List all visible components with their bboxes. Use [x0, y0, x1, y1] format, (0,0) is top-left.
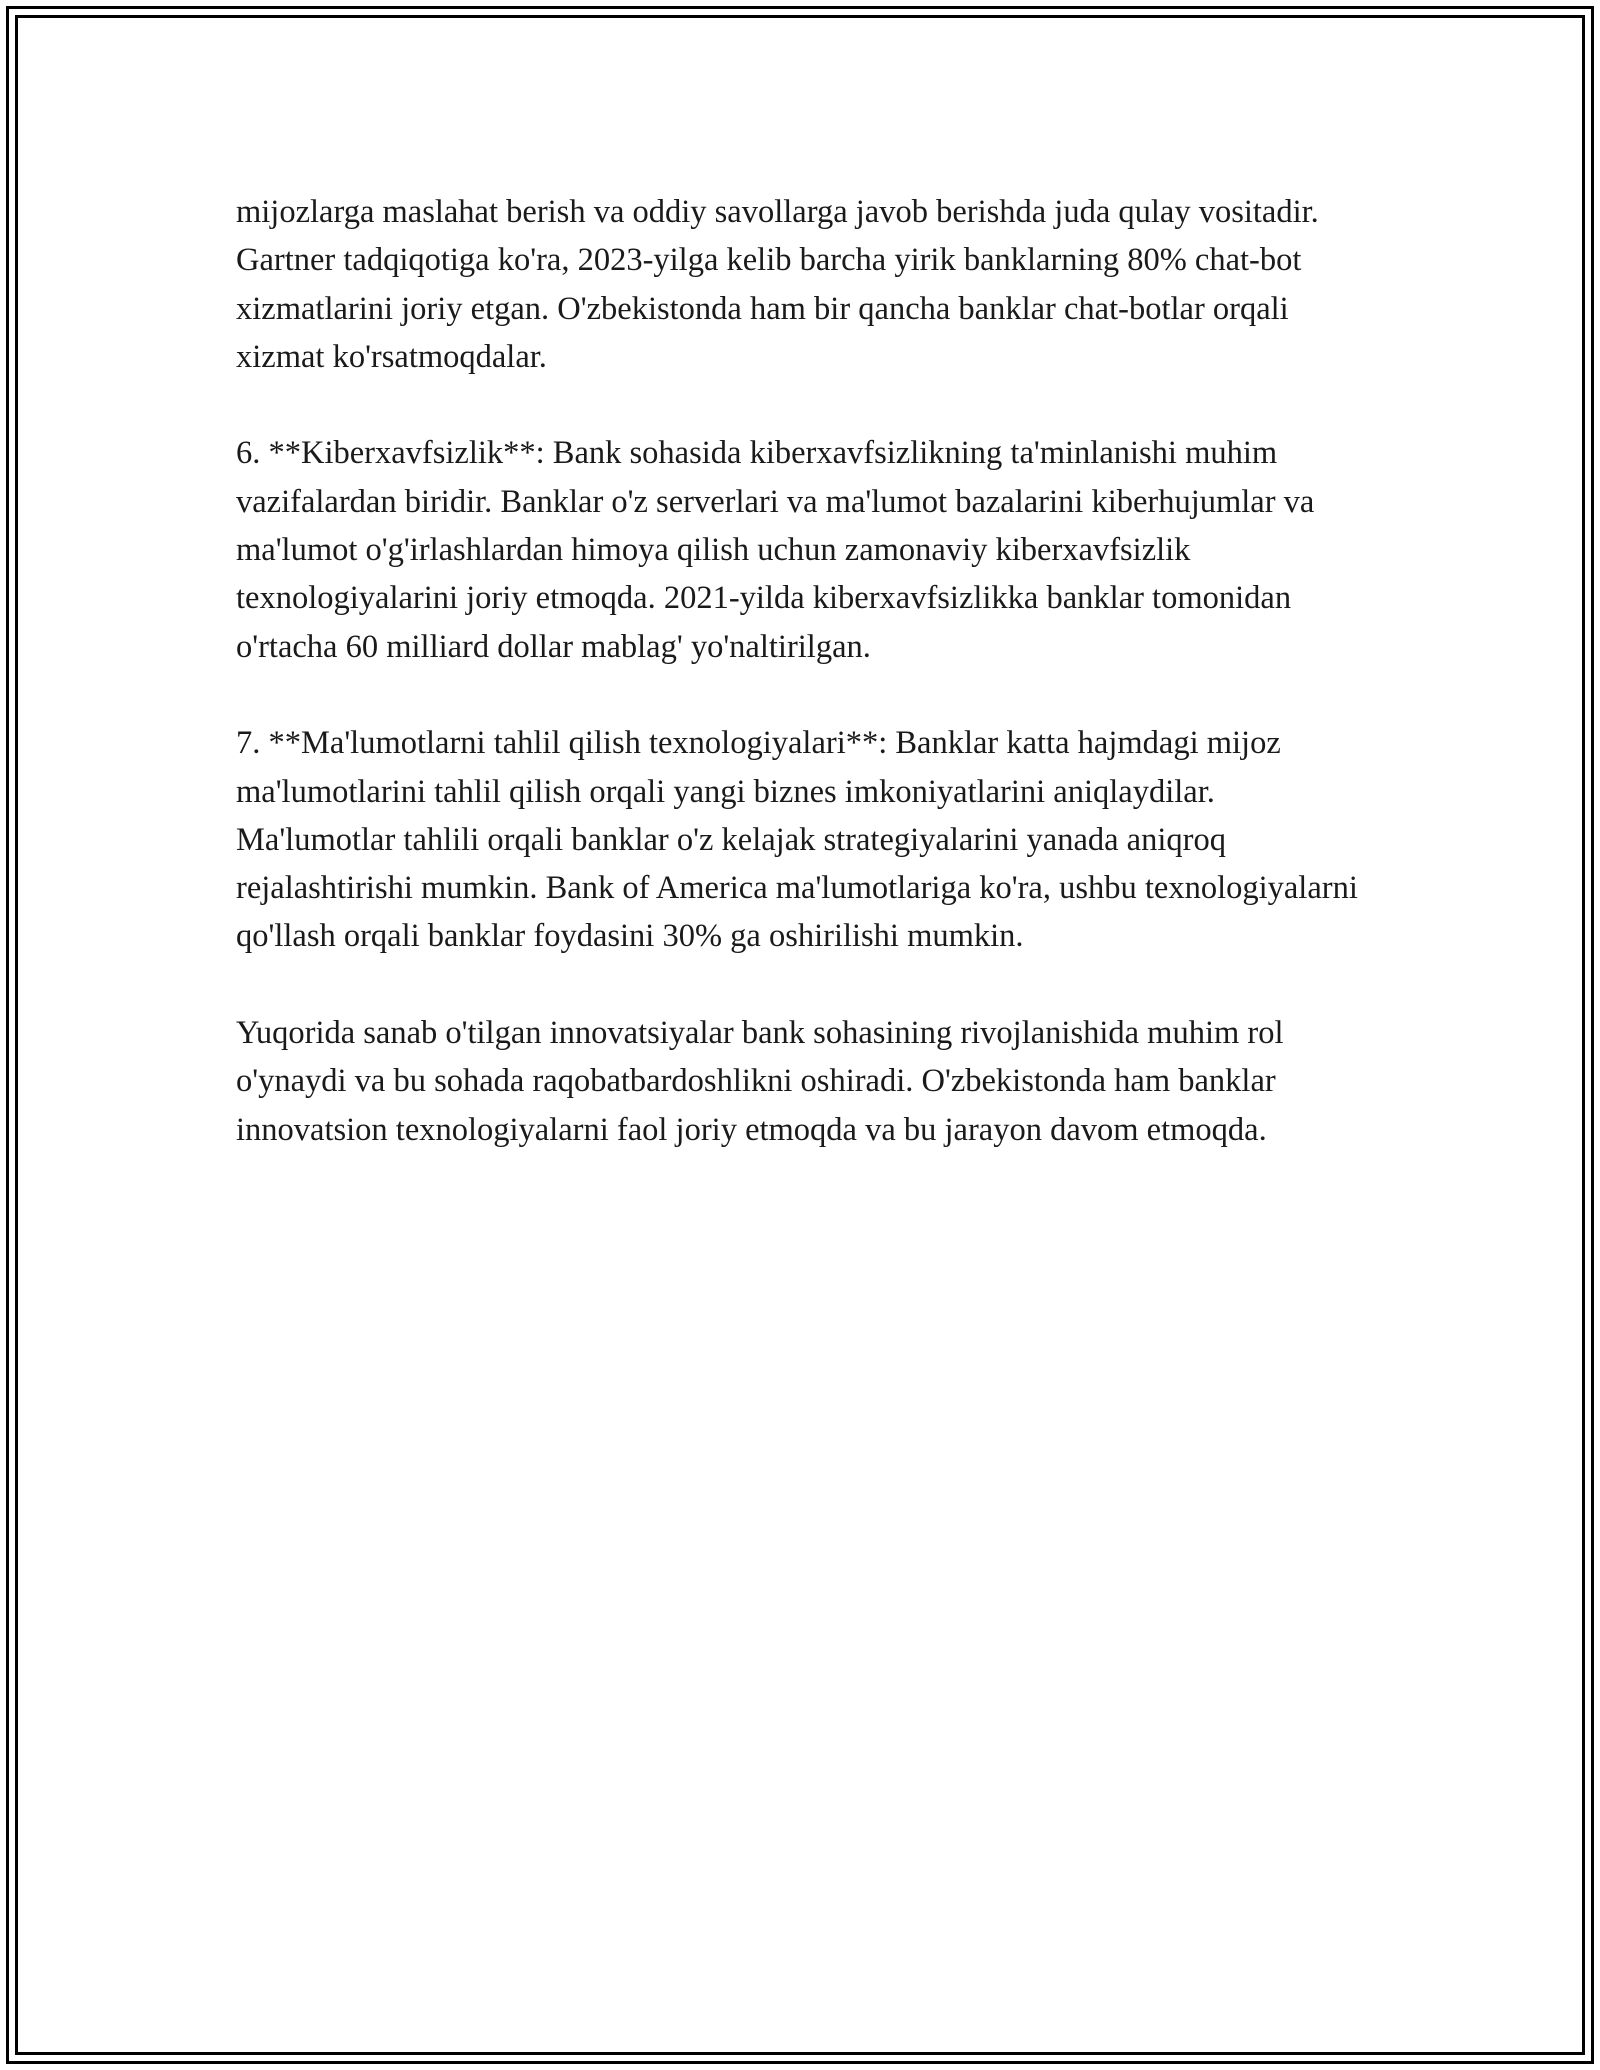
paragraph-conclusion: Yuqorida sanab o'tilgan innovatsiyalar bank sohasining rivojlanishida muhim rol o'ynaydi va bu sohada raqobatbardoshlikni oshiradi. O'zbekistonda ham banklar innovatsion texnologiyalarni faol joriy etmoqda va bu jarayon davom etmoqda. — [236, 1015, 1284, 1148]
document-body — [236, 188, 1366, 1154]
paragraph-data-analytics: 7. **Ma'lumotlarni tahlil qilish texnologiyalari**: Banklar katta hajmdagi mijoz ma'lumotlarini tahlil qilish orqali yangi biznes imkoniyatlarini aniqlaydilar. Ma'lumotlar tahlili orqali banklar o'z kelajak strategiyalarini yanada aniqroq rejalashtirishi mumkin. Bank of America ma'lumotlariga ko'ra, ushbu texnologiyalarni qo'llash orqali banklar foydasini 30% ga oshirilishi mumkin. — [236, 725, 1358, 955]
paragraph-cybersecurity: 6. **Kiberxavfsizlik**: Bank sohasida kiberxavfsizlikning ta'minlanishi muhim vazifalardan biridir. Banklar o'z serverlari va ma'lumot bazalarini kiberhujumlar va ma'lumot o'g'irlashlardan himoya qilish uchun zamonaviy kiberxavfsizlik texnologiyalarini joriy etmoqda. 2021-yilda kiberxavfsizlikka banklar tomonidan o'rtacha 60 milliard dollar mablag' yo'naltirilgan. — [236, 435, 1315, 665]
paragraph-chatbots-continued: mijozlarga maslahat berish va oddiy savollarga javob berishda juda qulay vositadir. Gartner tadqiqotiga ko'ra, 2023-yilga kelib barcha yirik banklarning 80% chat-bot xizmatlarini joriy etgan. O'zbekistonda ham bir qancha banklar chat-botlar orqali xizmat ko'rsatmoqdalar. — [236, 194, 1319, 375]
